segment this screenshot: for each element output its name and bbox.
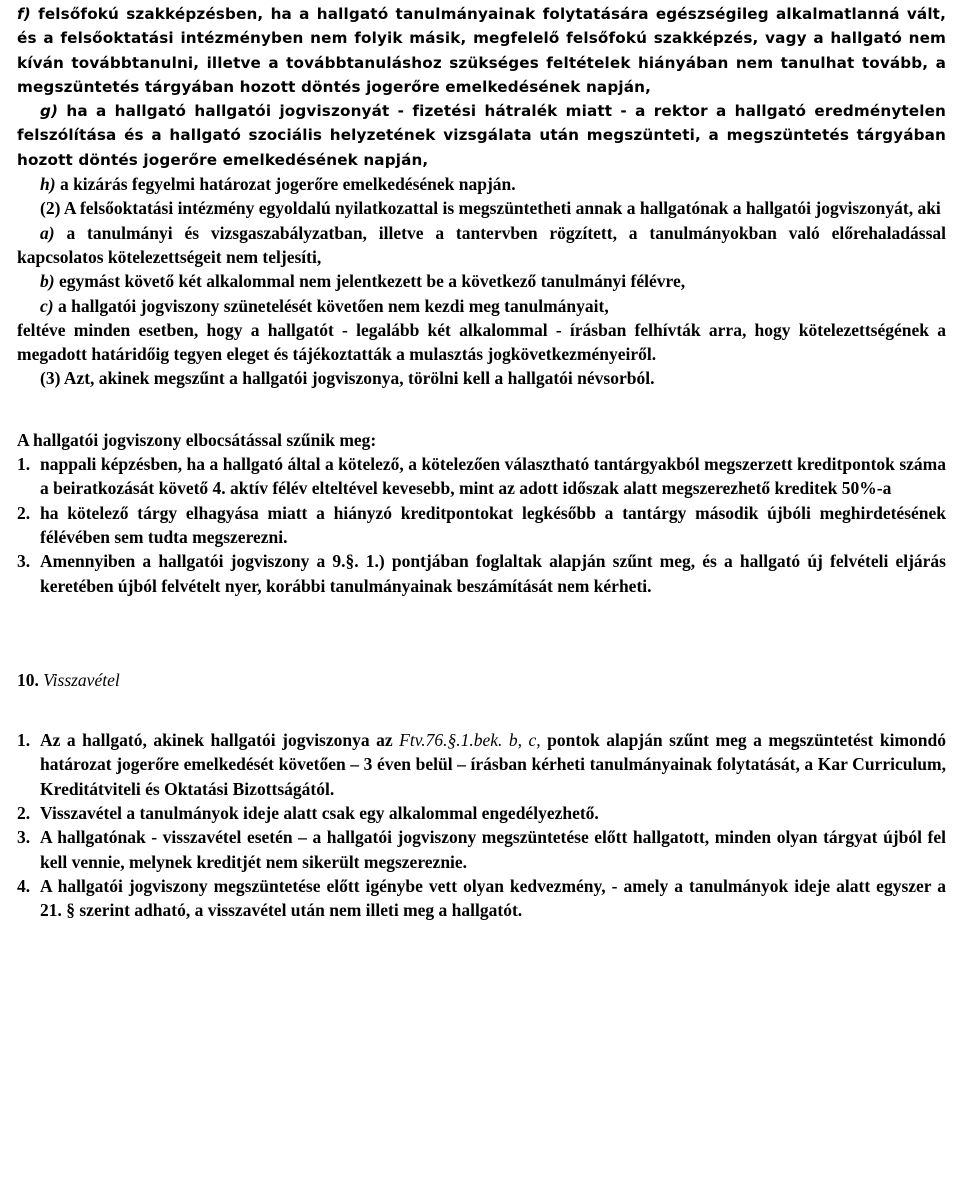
section-title-text: Visszavétel: [43, 669, 120, 690]
list-item: 2. ha kötelező tárgy elhagyása miatt a hiányzó kreditpontokat legkésőbb a tantárgy második újbóli meghirdetésének félévében sem tudta megszerezni.: [17, 502, 946, 547]
item-text-f: felsőfokú szakképzésben, ha a hallgató tanulmányainak folytatására egészségileg alkalmatlanná vált, és a felsőoktatási intézményben nem folyik másik, megfelelő felsőfokú szakképzés, vagy a hallgató nem kíván továbbtanulni, illetve a továbbtanuláshoz szükséges feltételek hiányában nem tanulhat tovább, a megszüntetés tárgyában hozott döntés jogerőre emelkedésének napján,: [17, 5, 946, 96]
list-item: 2. Visszavétel a tanulmányok ideje alatt csak egy alkalommal engedélyezhető.: [17, 803, 599, 824]
elbocsatas-heading: A hallgatói jogviszony elbocsátással szűnik meg:: [17, 429, 377, 450]
item-text-c: a hallgatói jogviszony szünetelését követően nem kezdi meg tanulmányait,: [57, 295, 609, 316]
paragraph-g: [17, 99, 946, 172]
item-text-h: a kizárás fegyelmi határozat jogerőre emelkedésének napján.: [59, 174, 516, 195]
item-text-a: a tanulmányi és vizsgaszabályzatban, illetve a tantervben rögzített, a tanulmányokban való előrehaladással kapcsolatos kötelezettségeit nem teljesíti,: [17, 222, 947, 267]
paragraph-c: [17, 294, 946, 318]
paragraph-a: [17, 221, 946, 270]
list-item: 4. A hallgatói jogviszony megszüntetése előtt igénybe vett olyan kedvezmény, - amely a tanulmányok ideje alatt egyszer a 21. § szerint adható, a visszavétel után nem illeti meg a hallgatót.: [17, 875, 946, 921]
item-text-g: ha a hallgató hallgatói jogviszonyát - fizetési hátralék miatt - a rektor a hallgató eredménytelen felszólítása és a hallgató szociális helyzetének vizsgálata után megszünteti, a megszüntetés tárgyában hozott döntés jogerőre emelkedésének napján,: [17, 102, 946, 169]
item-label-h: h): [40, 174, 56, 195]
item-label-c: c): [40, 295, 54, 316]
item-label-b: b): [40, 271, 55, 292]
visszavetel-list: [17, 728, 946, 922]
item-label-f: f): [17, 5, 31, 23]
paragraph-f: [17, 2, 946, 99]
paragraph-2: (2) A felsőoktatási intézmény egyoldalú nyilatkozattal is megszüntetheti annak a hallgatónak a hallgatói jogviszonyát, aki: [40, 198, 941, 219]
paragraph-felteve: feltéve minden esetben, hogy a hallgatót - legalább két alkalommal - írásban felhívták arra, hogy kötelezettségének a megadott határidőig tegyen eleget és tájékoztatták a mulasztás jogkövetkezményeiről.: [17, 319, 946, 365]
list-item: 1. Az a hallgató, akinek hallgatói jogviszonya az Ftv.76.§.1.bek. b, c, pontok alapján szűnt meg a megszüntetést kimondó határozat jogerőre emelkedését követően – 3 éven belül – írásban kérheti tanulmányainak folytatását, a Kar Curriculum, Kreditátviteli és Oktatási Bizottságától.: [17, 730, 947, 799]
section-title: [17, 668, 946, 692]
paragraph-h: [17, 172, 946, 196]
paragraph-b: [17, 269, 946, 293]
item-label-g: g): [40, 102, 59, 121]
paragraph-3: (3) Azt, akinek megszűnt a hallgatói jogviszonya, törölni kell a hallgatói névsorból.: [40, 368, 655, 389]
item-label-a: a): [40, 222, 55, 243]
list-item: 1. nappali képzésben, ha a hallgató által a kötelező, a kötelezően választható tantárgyakból megszerzett kreditpontok száma a beiratkozását követő 4. aktív félév elteltével kevesebb, mint az adott időszak alatt megszerezhető kreditek 50%-a: [17, 454, 946, 499]
elbocsatas-list: [17, 452, 946, 598]
item-text-b: egymást követő két alkalommal nem jelentkezett be a következő tanulmányi félévre,: [58, 271, 686, 292]
list-item: 3. A hallgatónak - visszavétel esetén – a hallgatói jogviszony megszüntetése előtt hallgatott, minden olyan tárgyat újból fel kell vennie, melynek kreditjét nem sikerült megszereznie.: [17, 827, 946, 872]
list-item: 3. Amennyiben a hallgatói jogviszony a 9.§. 1.) pontjában foglaltak alapján szűnt meg, és a hallgató új felvételi eljárás keretében újból felvételt nyer, korábbi tanulmányainak beszámítását nem kérheti.: [17, 551, 946, 596]
section-number: 10.: [17, 669, 39, 690]
law-reference: Ftv.76.§.1.bek. b, c,: [399, 730, 541, 751]
